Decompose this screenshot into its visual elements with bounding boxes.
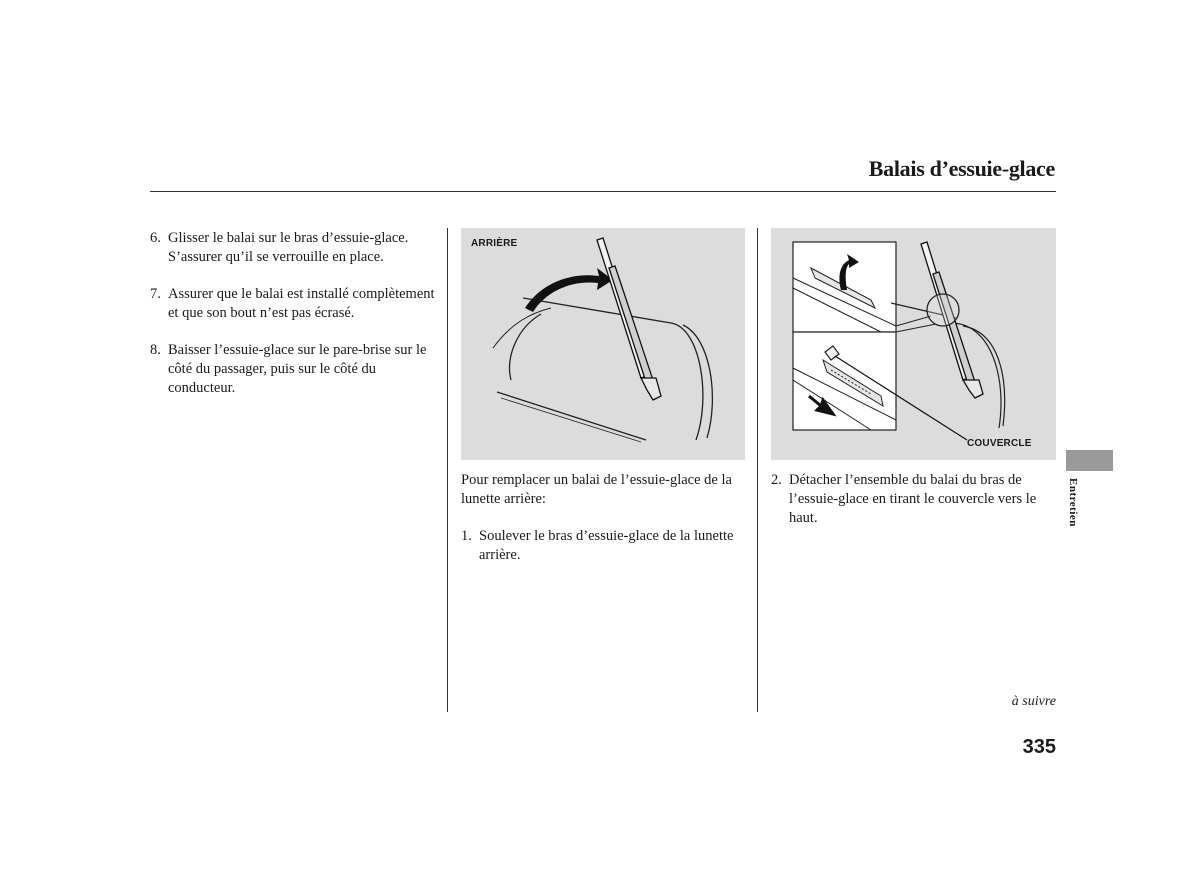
section-label: Entretien (1067, 478, 1079, 527)
step-number: 7. (150, 286, 161, 302)
figure-label: ARRIÈRE (471, 238, 518, 249)
step-number: 6. (150, 230, 161, 246)
intro-text: Pour remplacer un balai de l’essuie-glace de la lunette arrière: (461, 472, 732, 507)
detach-blade-illustration (771, 228, 1056, 460)
page-title: Balais d’essuie-glace (868, 156, 1055, 181)
step-8 (150, 341, 435, 398)
step-number: 8. (150, 342, 161, 358)
step-6 (150, 229, 435, 267)
magnify-circle (927, 294, 959, 326)
column3-steps (771, 471, 1056, 546)
rear-wiper-figure (461, 228, 745, 460)
rear-wiper-illustration (461, 228, 745, 460)
step-text: Détacher l’ensemble du balai du bras de l’essuie-glace en tirant le couvercle vers le haut. (789, 472, 1037, 526)
column2-steps (461, 527, 745, 583)
column-divider (757, 228, 758, 712)
step-text: Soulever le bras d’essuie-glace de la lunette arrière. (479, 528, 734, 563)
step-7 (150, 285, 435, 323)
column-divider (447, 228, 448, 712)
title-rule (150, 191, 1056, 192)
step-text: Glisser le balai sur le bras d’essuie-glace. S’assurer qu’il se verrouille en place. (168, 230, 409, 265)
continued-note: à suivre (1011, 694, 1056, 709)
step-number: 2. (771, 472, 782, 488)
figure-label: COUVERCLE (967, 438, 1032, 449)
column1-steps (150, 229, 435, 416)
detach-blade-figure (771, 228, 1056, 460)
step-2 (771, 471, 1056, 528)
page-number: 335 (1022, 736, 1056, 758)
section-tab (1066, 450, 1113, 471)
step-1 (461, 527, 745, 565)
step-number: 1. (461, 528, 472, 544)
step-text: Baisser l’essuie-glace sur le pare-brise sur le côté du passager, puis sur le côté du conducteur. (168, 342, 427, 396)
step-text: Assurer que le balai est installé complètement et que son bout n’est pas écrasé. (168, 286, 435, 321)
